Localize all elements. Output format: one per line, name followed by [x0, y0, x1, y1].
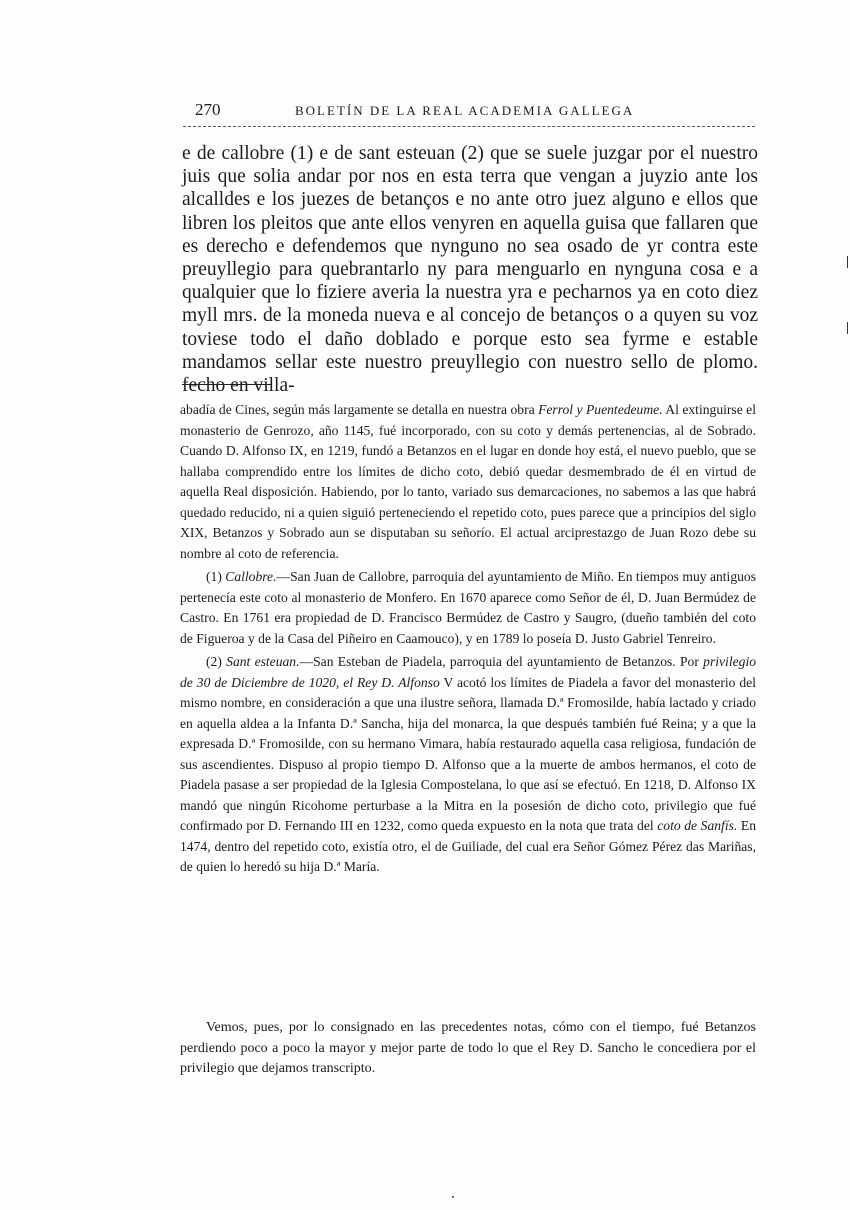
margin-mark: [847, 256, 848, 268]
main-paragraph: e de callobre (1) e de sant esteuan (2) que se suele juzgar por el nuestro juis que solia andar por nos en esta terra que vengan a juyzio ante los alcalldes e los juezes de betanços e no ante otro juez alguno e ellos que libren los pleitos que ante ellos venyren en aquella guisa que fallaren que es derecho e defendemos que nynguno no sea osado de yr contra este preuyllegio para quebrantarlo ny para menguarlo en nynguna cosa e a qualquier que lo fiziere averia la nuestra yra e pecharnos ya en coto diez myll mrs. de la moneda nueva e al concejo de betanços o a quyen su voz toviese todo el daño doblado e porque esto sea fyrme e estable mandamos sellar este nuestro preuyllegio con nuestro sello de plomo. fecho en villa-: [182, 143, 758, 397]
print-speck: [452, 1196, 454, 1198]
note-1-marker: (1): [206, 569, 226, 584]
footnote-rule: [182, 384, 272, 385]
margin-mark: [847, 322, 848, 334]
page-number: 270: [195, 100, 221, 119]
main-text: [182, 142, 758, 397]
header-rule: [183, 126, 755, 127]
page-header: [195, 100, 755, 122]
running-title: BOLETÍN DE LA REAL ACADEMIA GALLEGA: [295, 103, 635, 118]
closing-paragraph: [180, 1018, 756, 1080]
note-2: (2) Sant esteuan.—San Esteban de Piadela, parroquia del ayuntamiento de Betanzos. Por privilegio de 30 de Diciembre de 1020, el Rey D. Alfonso V acotó los límites de Piadela a favor del monasterio del mismo nombre, en consideración a que una ilustre señora, llamada D.ª Fromosilde, había lactado y criado en aquella aldea a la Infanta D.ª Sancha, hija del monarca, la que después también fué Reina; y a que la expresada D.ª Fromosilde, con su hermano Vimara, había restaurado aquella casa religiosa, fundación de sus ascendientes. Dispuso al propio tiempo D. Alfonso que a la muerte de ambos hermanos, el coto de Piadela pasase a ser propiedad de la Iglesia Compostelana, lo que así se efectuó. En 1218, D. Alfonso IX mandó que ningún Ricohome perturbase a la Mitra en la posesión de dicho coto, privilegio que fué confirmado por D. Fernando III en 1232, como queda expuesto en la nota que trata del coto de Sanfís. En 1474, dentro del repetido coto, existía otro, el de Guiliade, del cual era Señor Gómez Pérez das Mariñas, de quien lo heredó su hija D.ª María.: [180, 654, 757, 874]
note-1: [180, 567, 756, 649]
closing-text: Vemos, pues, por lo consignado en las precedentes notas, cómo con el tiempo, fué Betanzos perdiendo poco a poco la mayor y mejor parte de todo lo que el Rey D. Sancho le concediera por el privilegio que dejamos transcripto.: [180, 1020, 756, 1076]
note-2-term: Sant esteuan.: [226, 654, 300, 669]
work-title: Ferrol y Puentedeume.: [538, 402, 663, 417]
note-1-text: —San Juan de Callobre, parroquia del ayuntamiento de Miño. En tiempos muy antiguos pertenecía este coto al monasterio de Monfero. En 1670 aparece como Señor de él, D. Juan Bermúdez de Castro. En 1761 era propiedad de D. Francisco Bermúdez de Castro y Saugro, (dueño también del coto de Figueroa y de la Casa del Piñeiro en Caamouco), y en 1789 lo poseía D. Justo Gabriel Tenreiro.: [180, 569, 757, 646]
note-continuation: abadía de Cines, según más largamente se detalla en nuestra obra Ferrol y Puentedeume. Al extinguirse el monasterio de Genrozo, año 1145, fué incorporado, con su coto y demás pertenencias, al de Sobrado. Cuando D. Alfonso IX, en 1219, fundó a Betanzos en el lugar en donde hoy está, el nuevo pueblo, que se hallaba comprendido entre los límites de dicho coto, debió quedar desmembrado de él en virtud de aquella Real disposición. Habiendo, por lo tanto, variado sus demarcaciones, no sabemos a las que habrá quedado reducido, ni a quien siguió perteneciendo el repetido coto, pues parece que a principios del siglo XIX, Betanzos y Sobrado aun se disputaban su señorío. El actual arciprestazgo de Juan Rozo debe su nombre al coto de referencia.: [180, 402, 756, 561]
note-1-term: Callobre.: [225, 569, 277, 584]
note-2-marker: (2): [206, 654, 227, 669]
footnotes: [180, 400, 756, 878]
